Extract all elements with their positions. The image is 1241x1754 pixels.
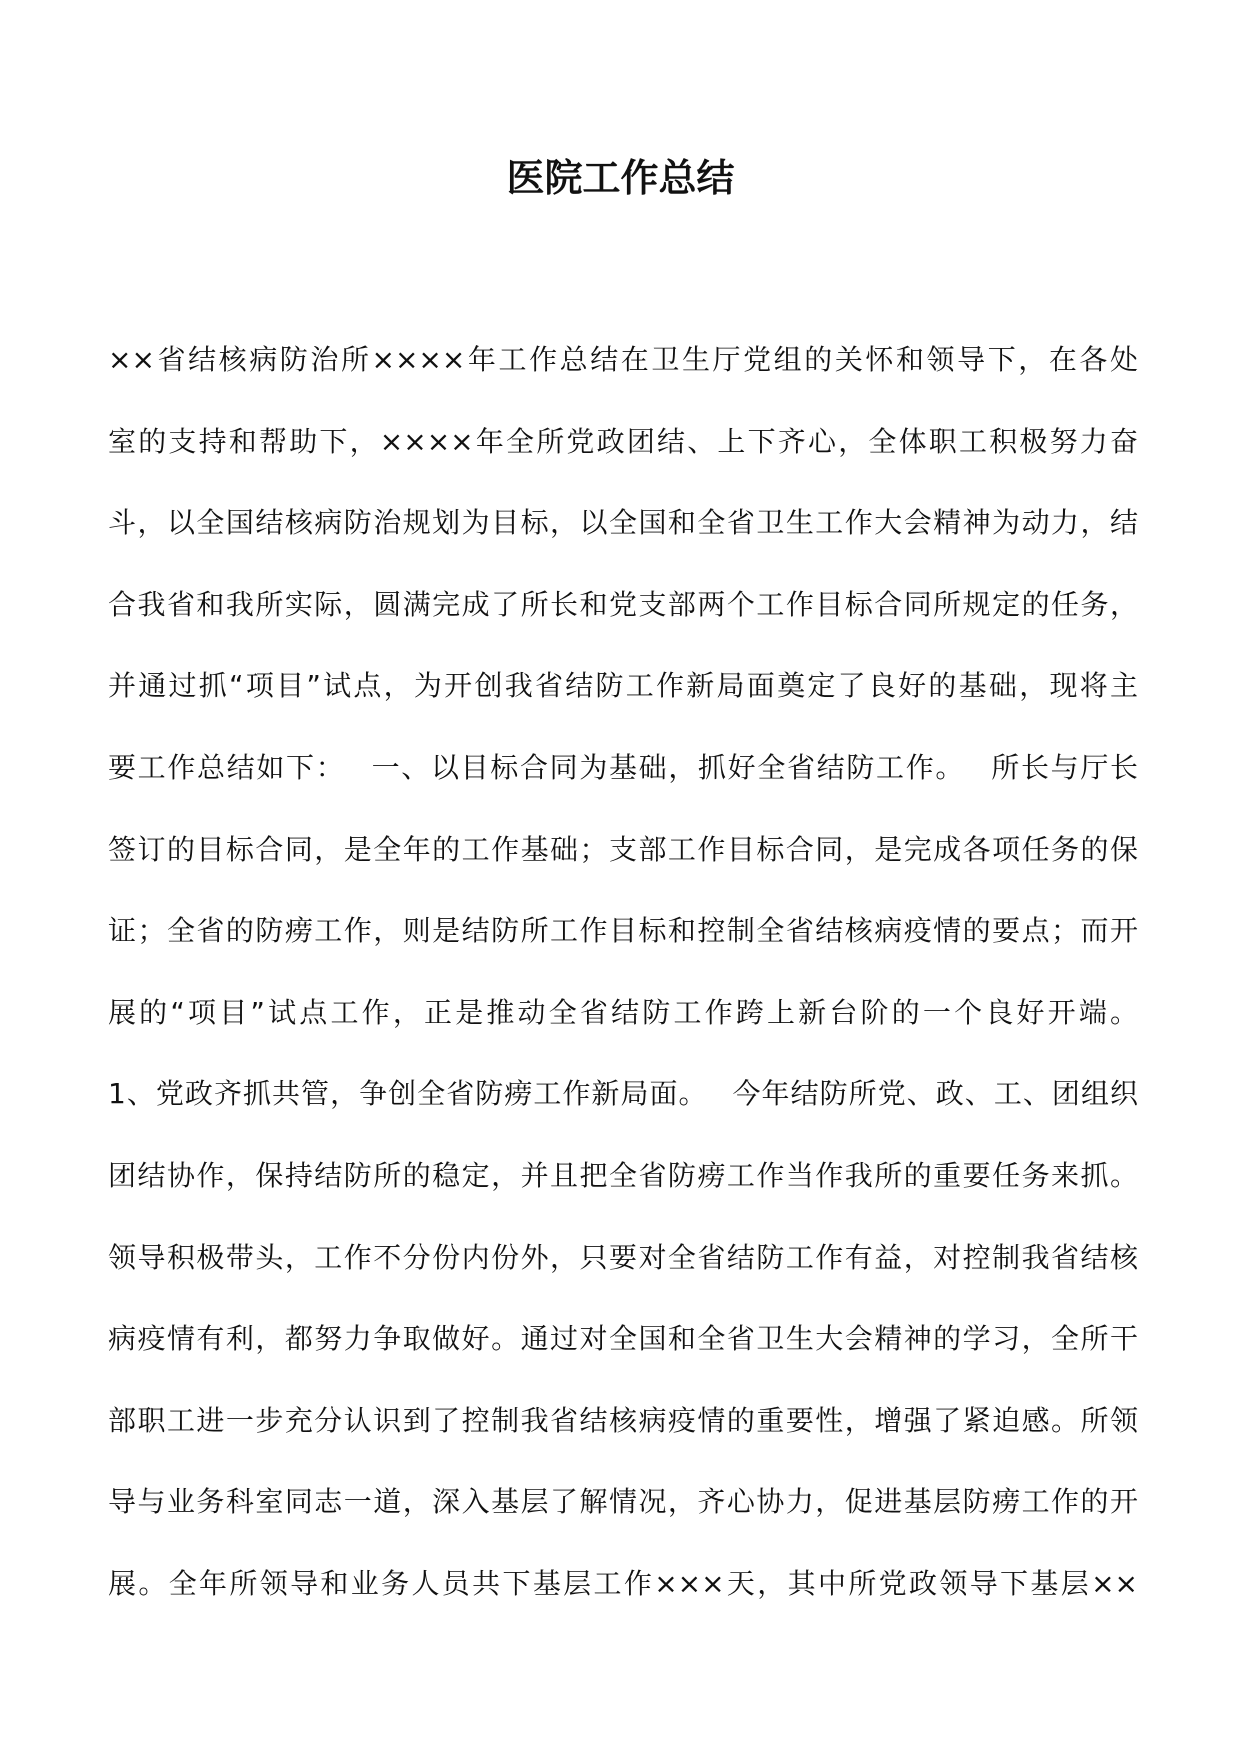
body-line-4: 合我省和我所实际，圆满完成了所长和党支部两个工作目标合同所规定的任务，: [108, 587, 1138, 621]
body-line-3: 斗，以全国结核病防治规划为目标，以全国和全省卫生工作大会精神为动力，结: [108, 506, 1138, 540]
body-line-16: 展。全年所领导和业务人员共下基层工作×××天，其中所党政领导下基层××: [108, 1566, 1138, 1600]
body-line-12: 领导积极带头，工作不分份内份外，只要对全省结防工作有益，对控制我省结核: [108, 1240, 1138, 1274]
body-line-1: ××省结核病防治所××××年工作总结在卫生厅党组的关怀和领导下，在各处: [108, 343, 1138, 376]
body-line-5: 并通过抓“项目”试点，为开创我省结防工作新局面奠定了良好的基础，现将主: [108, 669, 1138, 703]
body-line-11: 团结协作，保持结防所的稳定，并且把全省防痨工作当作我所的重要任务来抓。: [108, 1158, 1138, 1192]
document-body: [108, 342, 1138, 1648]
body-line-9: 展的“项目”试点工作，正是推动全省结防工作跨上新台阶的一个良好开端。: [108, 995, 1138, 1029]
body-line-6: 要工作总结如下： 一、以目标合同为基础，抓好全省结防工作。 所长与厅长: [108, 750, 1138, 784]
body-line-8: 证；全省的防痨工作，则是结防所工作目标和控制全省结核病疫情的要点；而开: [108, 914, 1138, 948]
body-line-2: 室的支持和帮助下，××××年全所党政团结、上下齐心，全体职工积极努力奋: [108, 424, 1138, 458]
body-line-7: 签订的目标合同，是全年的工作基础；支部工作目标合同，是完成各项任务的保: [108, 832, 1138, 866]
document-title: 医院工作总结: [506, 155, 735, 200]
body-line-14: 部职工进一步充分认识到了控制我省结核病疫情的重要性，增强了紧迫感。所领: [108, 1403, 1138, 1437]
body-line-15: 导与业务科室同志一道，深入基层了解情况，齐心协力，促进基层防痨工作的开: [108, 1485, 1138, 1519]
body-line-13: 病疫情有利，都努力争取做好。通过对全国和全省卫生大会精神的学习，全所干: [108, 1322, 1138, 1356]
body-line-10: 1、党政齐抓共管，争创全省防痨工作新局面。 今年结防所党、政、工、团组织: [108, 1077, 1138, 1111]
